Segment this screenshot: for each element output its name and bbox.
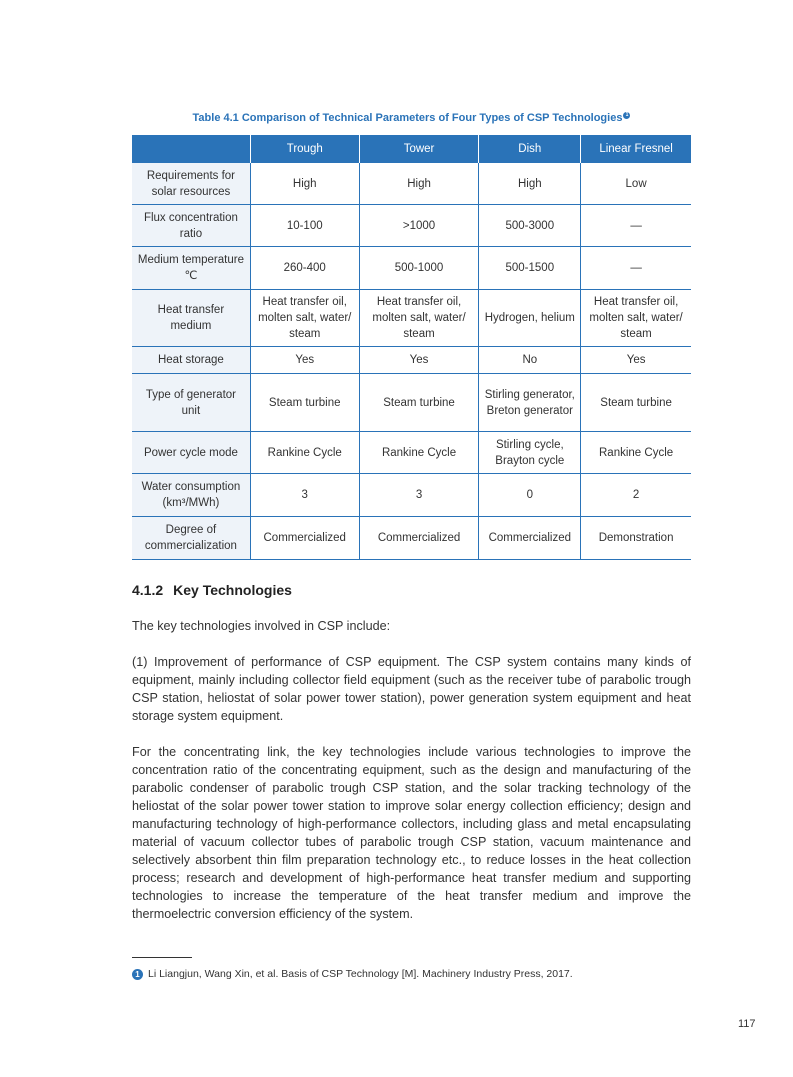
table-cell: 500-1000 — [359, 247, 479, 290]
table-cell: Heat transfer oil, molten salt, water/ steam — [359, 290, 479, 347]
table-cell: Steam turbine — [359, 374, 479, 432]
table-cell: 3 — [250, 474, 359, 517]
table-cell: 500-1500 — [479, 247, 581, 290]
table-cell: Yes — [250, 347, 359, 374]
table-cell: Commercialized — [250, 517, 359, 560]
table-cell: Commercialized — [479, 517, 581, 560]
footnote-text: Li Liangjun, Wang Xin, et al. Basis of CSP Technology [M]. Machinery Industry Press, 2017. — [148, 968, 573, 980]
page-number: 117 — [738, 1018, 756, 1030]
table-cell: Heat transfer oil, molten salt, water/ steam — [250, 290, 359, 347]
table-cell: Yes — [581, 347, 691, 374]
header-cell — [132, 135, 250, 163]
footnote-number-icon: 1 — [132, 969, 143, 980]
table-cell: 500-3000 — [479, 205, 581, 247]
table-cell: Low — [581, 163, 691, 205]
row-label: Heat transfer medium — [132, 290, 250, 347]
table-cell: Hydrogen, helium — [479, 290, 581, 347]
table-cell: Stirling generator, Breton generator — [479, 374, 581, 432]
footnote-reference-icon: 1 — [623, 112, 630, 119]
table-cell: Yes — [359, 347, 479, 374]
table-row — [132, 374, 691, 432]
table-row — [132, 347, 691, 374]
header-cell: Trough — [250, 135, 359, 163]
table-cell: No — [479, 347, 581, 374]
table-row — [132, 290, 691, 347]
table-row — [132, 205, 691, 247]
header-cell: Tower — [359, 135, 479, 163]
section-number: 4.1.2 — [132, 582, 164, 598]
table-cell: High — [479, 163, 581, 205]
table-cell: Rankine Cycle — [581, 432, 691, 474]
intro-paragraph: The key technologies involved in CSP include: — [132, 619, 391, 633]
table-cell: 3 — [359, 474, 479, 517]
row-label: Heat storage — [132, 347, 250, 374]
table-header-row — [132, 135, 691, 163]
csp-comparison-table — [132, 135, 691, 560]
body-paragraph: (1) Improvement of performance of CSP equipment. The CSP system contains many kinds of equipment, mainly including collector field equipment (such as the receiver tube of parabolic trough CSP station, heliostat of solar power tower station), power generation system equipment and heat storage system equipment. — [132, 655, 691, 723]
table-caption — [132, 112, 691, 124]
row-label: Type of generator unit — [132, 374, 250, 432]
section-title: Key Technologies — [173, 582, 292, 598]
row-label: Flux concentration ratio — [132, 205, 250, 247]
table-row — [132, 432, 691, 474]
table-cell: 260-400 — [250, 247, 359, 290]
row-label: Degree of commercialization — [132, 517, 250, 560]
table-row — [132, 247, 691, 290]
table-cell: 0 — [479, 474, 581, 517]
table-cell: Rankine Cycle — [250, 432, 359, 474]
table-cell: Heat transfer oil, molten salt, water/ steam — [581, 290, 691, 347]
row-label: Power cycle mode — [132, 432, 250, 474]
table-cell: Stirling cycle, Brayton cycle — [479, 432, 581, 474]
table-caption-text: Table 4.1 Comparison of Technical Parameters of Four Types of CSP Technologies — [192, 112, 623, 124]
table-cell: Rankine Cycle — [359, 432, 479, 474]
table-cell: Steam turbine — [250, 374, 359, 432]
footnote — [132, 968, 573, 980]
header-cell: Linear Fresnel — [581, 135, 691, 163]
table-row — [132, 474, 691, 517]
row-label: Medium temperature ℃ — [132, 247, 250, 290]
table-cell: High — [250, 163, 359, 205]
row-label: Requirements for solar resources — [132, 163, 250, 205]
table-cell: Steam turbine — [581, 374, 691, 432]
table-cell: High — [359, 163, 479, 205]
table-cell: >1000 — [359, 205, 479, 247]
table-row — [132, 163, 691, 205]
table-cell: — — [581, 205, 691, 247]
header-cell: Dish — [479, 135, 581, 163]
table-cell: — — [581, 247, 691, 290]
footnote-divider — [132, 957, 192, 958]
table-cell: Commercialized — [359, 517, 479, 560]
table-cell: Demonstration — [581, 517, 691, 560]
section-heading — [132, 582, 302, 598]
table-cell: 10-100 — [250, 205, 359, 247]
row-label: Water consumption (km³/MWh) — [132, 474, 250, 517]
body-paragraph: For the concentrating link, the key technologies include various technologies to improve the concentration ratio of the concentrating equipment, such as the design and manufacturing of the parabolic condenser of parabolic trough CSP station, and the solar tracking technology of the heliostat of the solar power tower station to improve solar energy collection efficiency; design and manufacturing technology of high-performance collectors, including glass and metal encapsulating material of vacuum collector tubes of parabolic trough CSP station, vacuum maintenance and selectively absorbent thin film preparation technology etc., to reduce losses in the heat collection process; research and development of high-performance heat transfer medium and supporting technologies to increase the temperature of the heat transfer medium and improve the thermoelectric conversion efficiency of the system. — [132, 745, 691, 921]
table-cell: 2 — [581, 474, 691, 517]
table-row — [132, 517, 691, 560]
